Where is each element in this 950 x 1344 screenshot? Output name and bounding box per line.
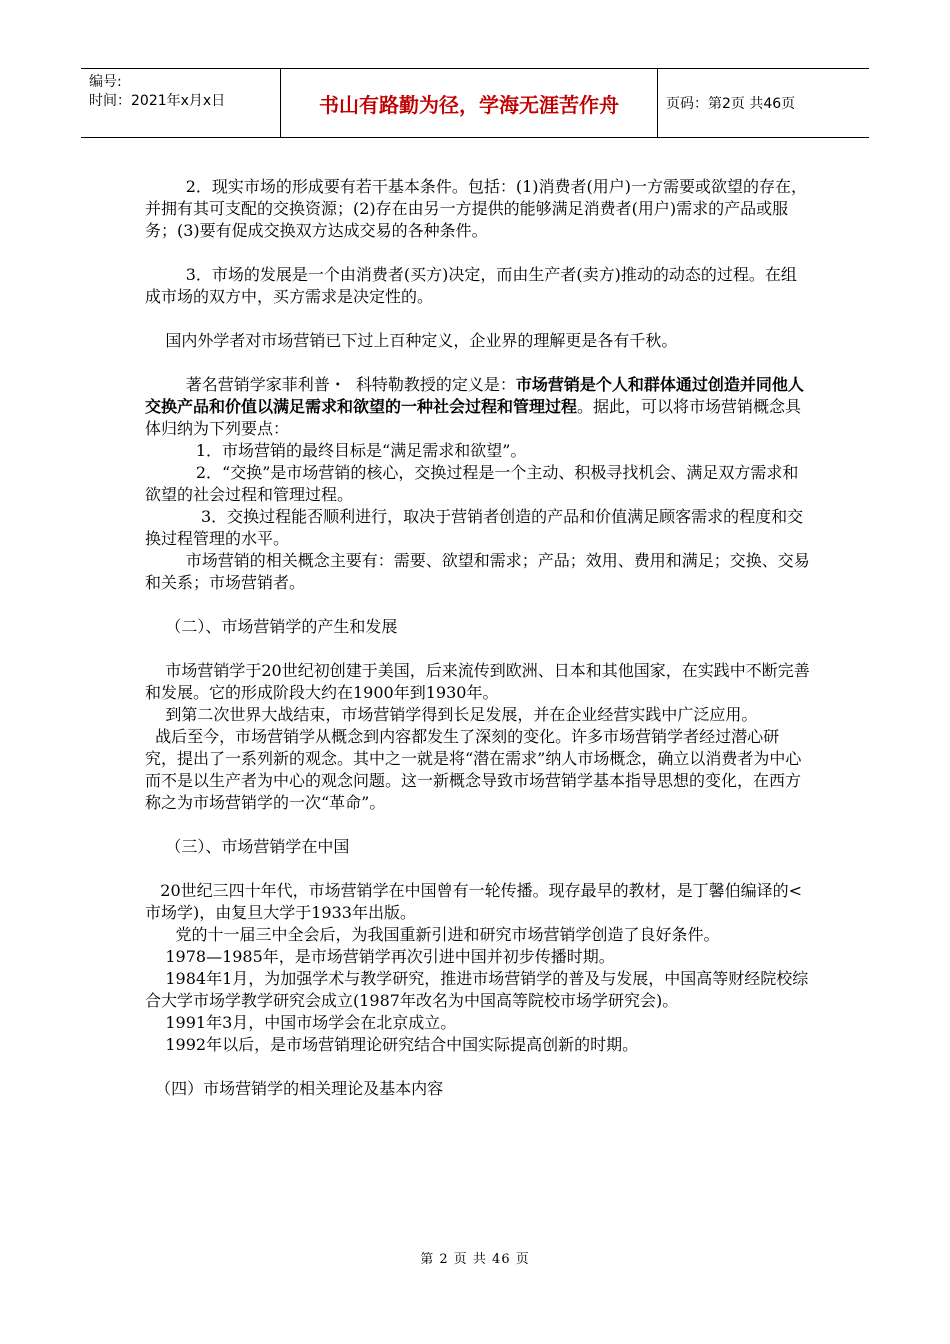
section-heading: （三）、市场营销学在中国 [145, 837, 350, 856]
header-page-info: 页码：第2页 共46页 [666, 96, 796, 112]
paragraph: 党的十一届三中全会后，为我国重新引进和研究市场营销学创造了良好条件。 [145, 925, 720, 944]
paragraph: 市场营销学于20世纪初创建于美国，后来流传到欧洲、日本和其他国家，在实践中不断完善和发展。它的形成阶段大约在1900年到1930年。 [145, 661, 810, 702]
paragraph: 1984年1月，为加强学术与教学研究，推进市场营销学的普及与发展，中国高等财经院校综合大学市场学教学研究会成立(1987年改名为中国高等院校市场学研究会)。 [145, 969, 809, 1010]
paragraph: 3．市场的发展是一个由消费者(买方)决定，而由生产者(卖方)推动的动态的过程。在组成市场的双方中，买方需求是决定性的。 [145, 265, 797, 306]
paragraph: 到第二次世界大战结束，市场营销学得到长足发展，并在企业经营实践中广泛应用。 [145, 705, 758, 724]
paragraph: 1992年以后，是市场营销理论研究结合中国实际提高创新的时期。 [145, 1035, 639, 1054]
document-header [81, 68, 869, 138]
number-label: 编号: [89, 74, 122, 90]
paragraph: 3．交换过程能否顺利进行，取决于营销者创造的产品和价值满足顾客需求的程度和交换过程管理的水平。 [145, 507, 804, 548]
paragraph: 2．现实市场的形成要有若干基本条件。包括：(1)消费者(用户)一方需要或欲望的存在，并拥有其可支配的交换资源；(2)存在由另一方提供的能够满足消费者(用户)需求的产品或服务；(3)要有促成交换双方达成交易的各种条件。 [145, 177, 808, 240]
definition-bold: 市场营销是个人和群体通过创造并同他人交换产品和价值以满足需求和欲望的一种社会过程和管理过程 [145, 375, 804, 416]
paragraph: 2．“交换”是市场营销的核心，交换过程是一个主动、积极寻找机会、满足双方需求和欲望的社会过程和管理过程。 [145, 463, 799, 504]
paragraph: 国内外学者对市场营销已下过上百种定义，企业界的理解更是各有千秋。 [145, 331, 678, 350]
paragraph: 1．市场营销的最终目标是“满足需求和欲望”。 [145, 441, 527, 460]
document-body [145, 176, 810, 1100]
paragraph: 市场营销的相关概念主要有：需要、欲望和需求；产品；效用、费用和满足；交换、交易和关系；市场营销者。 [145, 551, 810, 592]
page-footer: 第 2 页 共 46 页 [420, 1252, 530, 1267]
section-heading: （四）市场营销学的相关理论及基本内容 [145, 1079, 444, 1098]
definition-tail: 。据此，可以将市场营销概念具体归纳为下列要点： [145, 397, 802, 438]
paragraph: 1978—1985年，是市场营销学再次引进中国并初步传播时期。 [145, 947, 615, 966]
section-heading: （二）、市场营销学的产生和发展 [145, 617, 398, 636]
paragraph: 20世纪三四十年代，市场营销学在中国曾有一轮传播。现存最早的教材，是丁馨伯编译的<市场学)，由复旦大学于1933年出版。 [145, 881, 803, 922]
paragraph: 战后至今，市场营销学从概念到内容都发生了深刻的变化。许多市场营销学者经过潜心研究，提出了一系列新的观念。其中之一就是将“潜在需求”纳人市场概念，确立以消费者为中心而不是以生产者为中心的观念问题。这一新概念导致市场营销学基本指导思想的变化，在西方称之为市场营销学的一次“革命”。 [145, 727, 802, 812]
header-motto: 书山有路勤为径，学海无涯苦作舟 [281, 69, 658, 137]
header-meta [81, 69, 281, 137]
definition-intro: 著名营销学家菲利普・ 科特勒教授的定义是： [145, 375, 516, 394]
time-label: 时间：2021年x月x日 [89, 93, 226, 109]
paragraph: 1991年3月，中国市场学会在北京成立。 [145, 1013, 457, 1032]
definition-paragraph [145, 374, 810, 440]
